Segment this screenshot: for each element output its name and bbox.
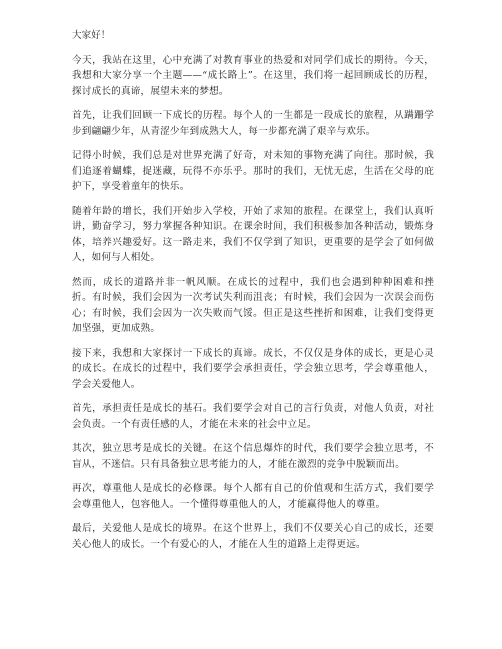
paragraph-6: 接下来，我想和大家探讨一下成长的真谛。成长，不仅仅是身体的成长，更是心灵的成长。在成长的过程中，我们要学会承担责任，学会独立思考，学会尊重他人，学会关爱他人。 xyxy=(72,347,434,390)
paragraph-9: 再次，尊重他人是成长的必修课。每个人都有自己的价值观和生活方式，我们要学会尊重他人，包容他人。一个懂得尊重他人的人，才能赢得他人的尊重。 xyxy=(72,483,434,510)
greeting: 大家好！ xyxy=(72,30,111,41)
paragraph-4: 随着年龄的增长，我们开始步入学校，开始了求知的旅程。在课堂上，我们认真听讲，勤奋学习，努力掌握各种知识。在课余时间，我们积极参加各种活动，锻炼身体，培养兴趣爱好。这一路走来，我们不仅学到了知识，更重要的是学会了如何做人，如何与人相处。 xyxy=(72,205,434,263)
paragraph-10: 最后，关爱他人是成长的境界。在这个世界上，我们不仅要关心自己的成长，还要关心他人的成长。一个有爱心的人，才能在人生的道路上走得更远。 xyxy=(72,523,434,550)
paragraph-3: 记得小时候，我们总是对世界充满了好奇，对未知的事物充满了向往。那时候，我们追逐着蝴蝶，捉迷藏，玩得不亦乐乎。那时的我们，无忧无虑，生活在父母的庇护下，享受着童年的快乐。 xyxy=(72,150,434,192)
paragraph-8: 其次，独立思考是成长的关键。在这个信息爆炸的时代，我们要学会独立思考，不盲从，不迷信。只有具备独立思考能力的人，才能在激烈的竞争中脱颖而出。 xyxy=(72,443,434,470)
paragraph-5: 然而，成长的道路并非一帆风顺。在成长的过程中，我们也会遇到种种困难和挫折。有时候，我们会因为一次考试失利而沮丧；有时候，我们会因为一次误会而伤心；有时候，我们会因为一次失败而气馁。但正是这些挫折和困难，让我们变得更加坚强，更加成熟。 xyxy=(72,276,434,334)
paragraph-2: 首先，让我们回顾一下成长的历程。每个人的一生都是一段成长的旅程，从蹒跚学步到翩翩少年，从青涩少年到成熟大人，每一步都充满了艰辛与欢乐。 xyxy=(72,110,434,137)
paragraph-7: 首先，承担责任是成长的基石。我们要学会对自己的言行负责，对他人负责，对社会负责。一个有责任感的人，才能在未来的社会中立足。 xyxy=(72,403,434,430)
paragraph-1: 今天，我站在这里，心中充满了对教育事业的热爱和对同学们成长的期待。今天，我想和大家分享一个主题——“成长路上”。在这里，我们将一起回顾成长的历程，探讨成长的真谛，展望未来的梦想。 xyxy=(72,54,434,97)
